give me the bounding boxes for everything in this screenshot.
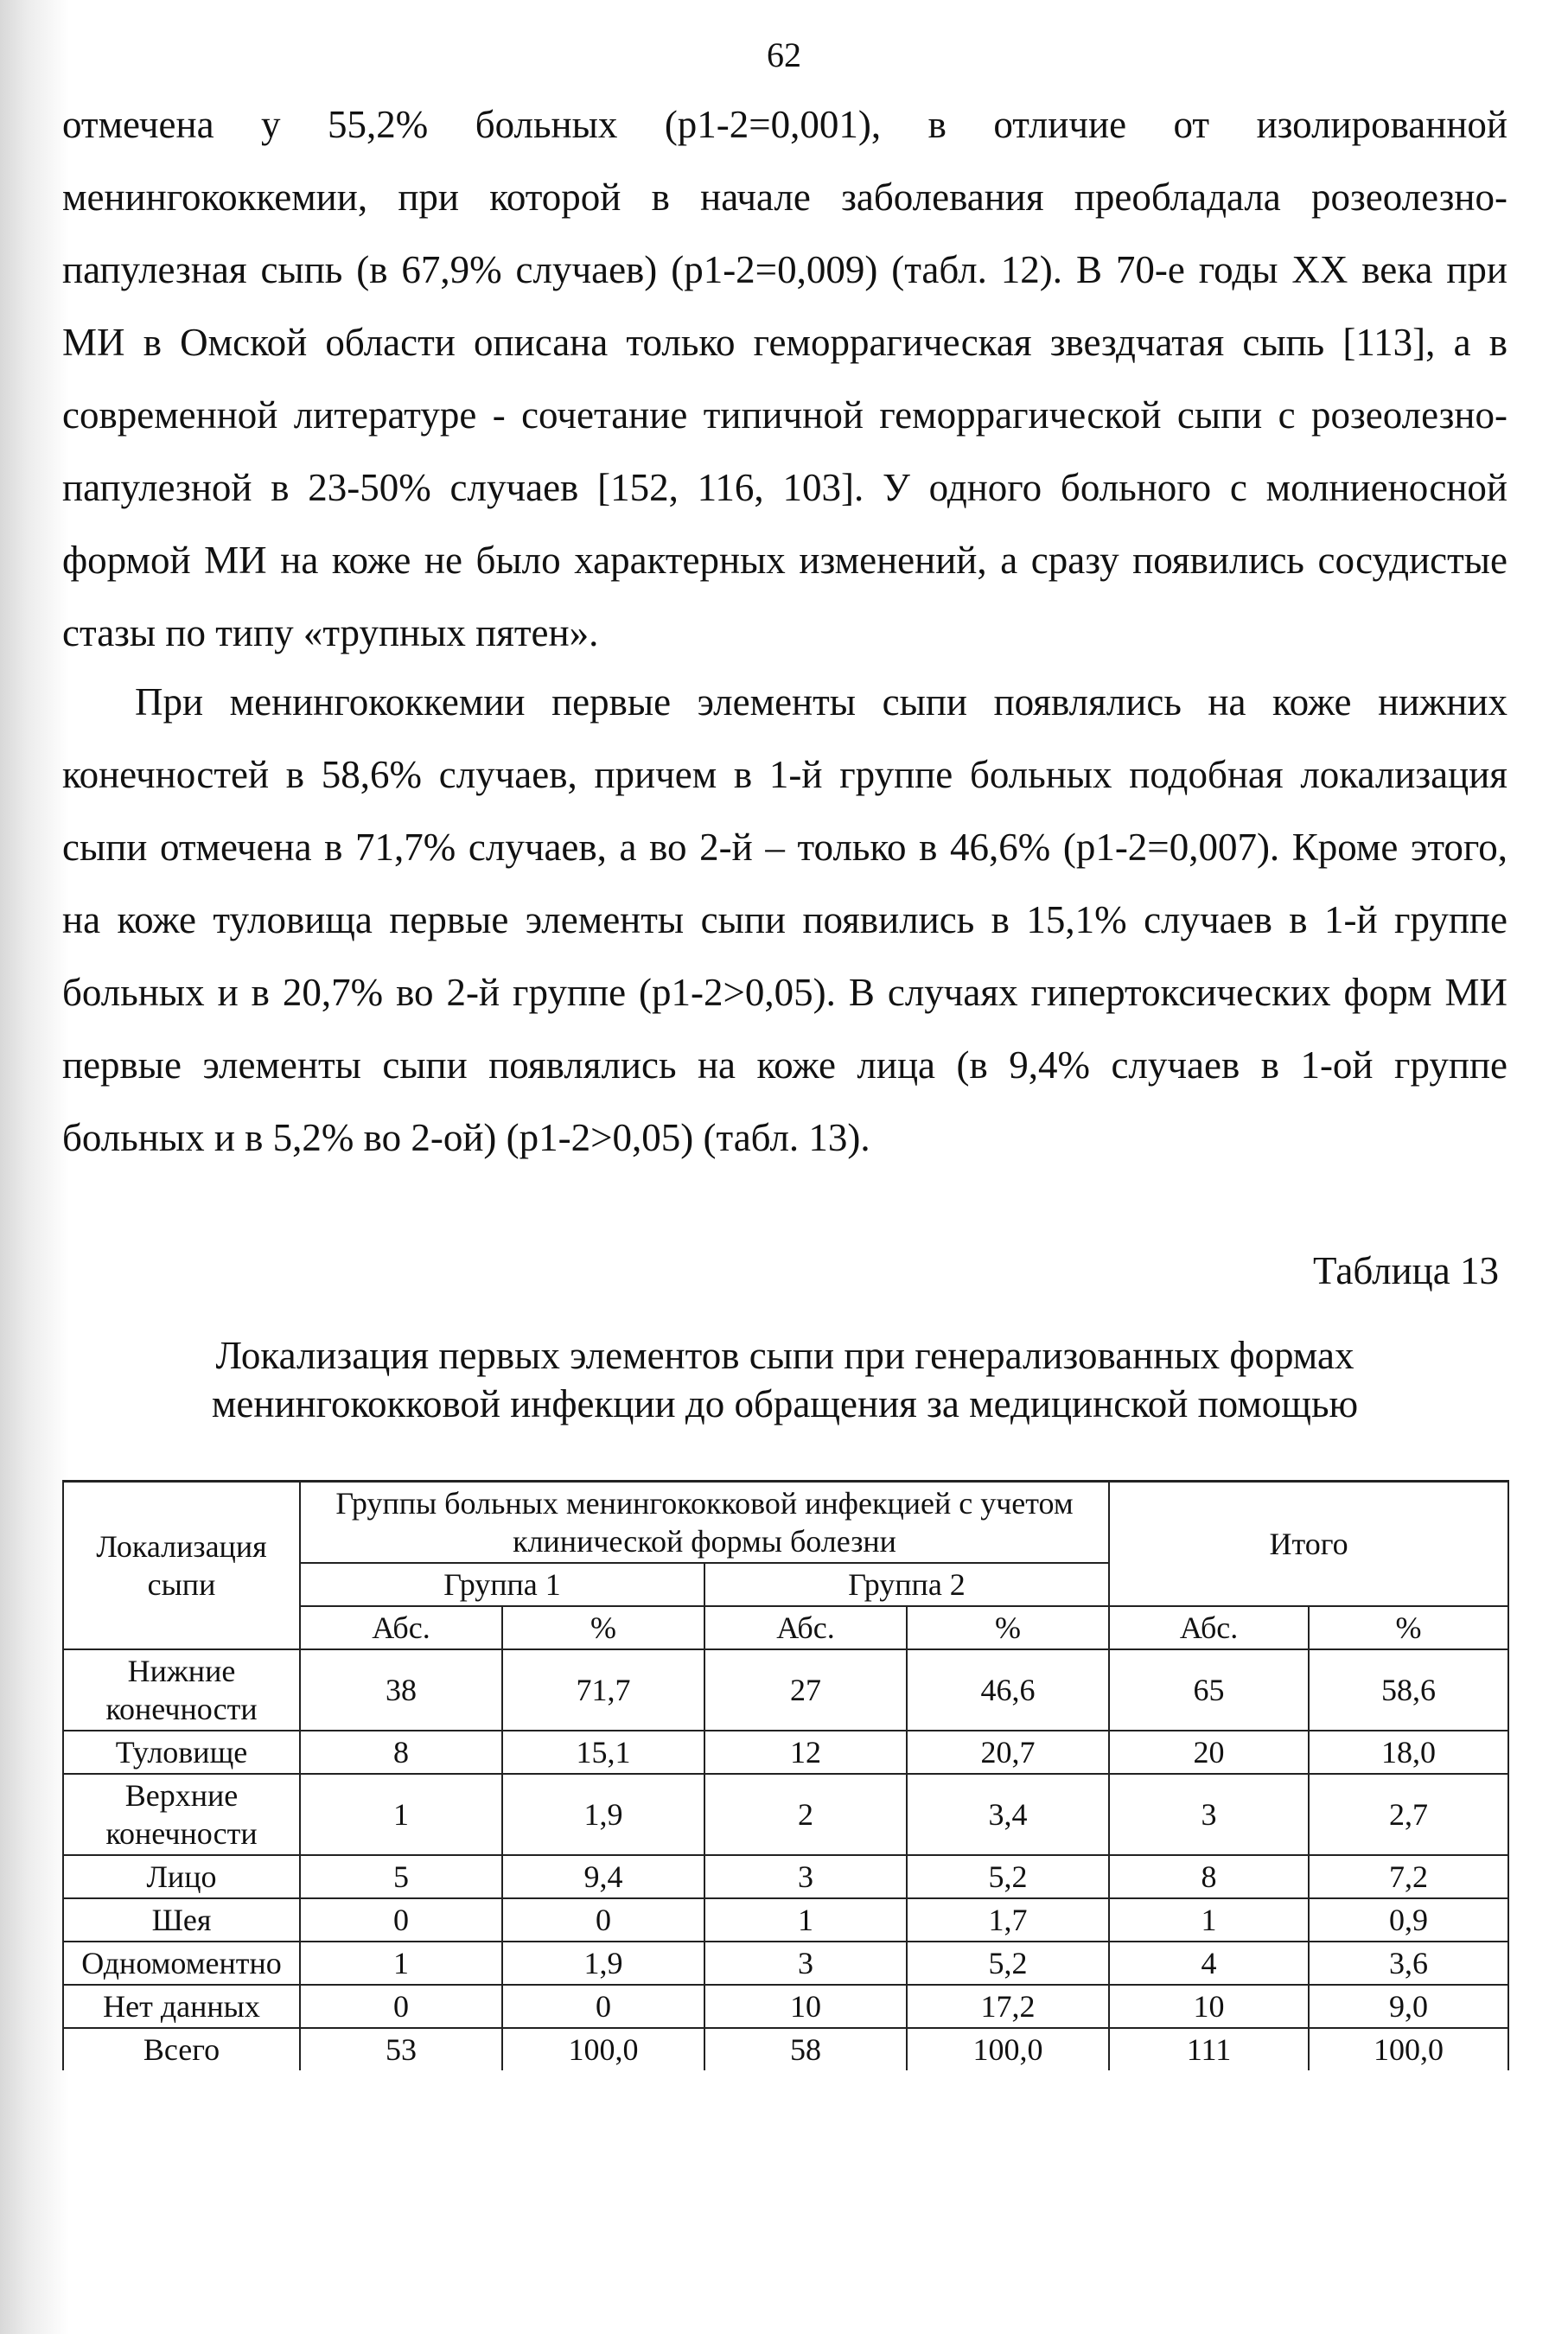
row-label: Всего (63, 2028, 300, 2070)
cell-total-pct: 2,7 (1309, 1774, 1508, 1855)
cell-g1-abs: 0 (300, 1898, 502, 1942)
header-g2-abs: Абс. (704, 1606, 907, 1649)
row-label: Нет данных (63, 1985, 300, 2028)
row-label: Нижние конечности (63, 1649, 300, 1731)
rash-localization-table (62, 1480, 1509, 2070)
table-caption (62, 1331, 1507, 1428)
cell-g2-abs: 3 (704, 1855, 907, 1898)
row-label: Туловище (63, 1731, 300, 1774)
cell-g2-pct: 1,7 (907, 1898, 1109, 1942)
table-row (63, 1731, 1508, 1774)
cell-total-pct: 3,6 (1309, 1942, 1508, 1985)
header-groups-title: Группы больных менингококковой инфекцией с учетом клинической формы болезни (300, 1482, 1109, 1564)
cell-g1-abs: 0 (300, 1985, 502, 2028)
cell-g1-abs: 38 (300, 1649, 502, 1731)
cell-total-pct: 58,6 (1309, 1649, 1508, 1731)
table-caption-line-1: Локализация первых элементов сыпи при генерализованных формах (215, 1334, 1354, 1377)
cell-g1-pct: 15,1 (502, 1731, 704, 1774)
table-row (63, 1649, 1508, 1731)
page-number: 62 (767, 35, 801, 74)
header-group-1: Группа 1 (300, 1563, 704, 1606)
header-group-2: Группа 2 (704, 1563, 1109, 1606)
table-label: Таблица 13 (1313, 1249, 1499, 1292)
cell-g2-abs: 58 (704, 2028, 907, 2070)
header-localization: Локализация сыпи (63, 1482, 300, 1650)
cell-g1-pct: 71,7 (502, 1649, 704, 1731)
cell-total-pct: 7,2 (1309, 1855, 1508, 1898)
cell-g2-pct: 20,7 (907, 1731, 1109, 1774)
table-row (63, 1774, 1508, 1855)
paragraph-2-block (62, 666, 1507, 1174)
cell-g2-pct: 100,0 (907, 2028, 1109, 2070)
cell-g1-abs: 8 (300, 1731, 502, 1774)
cell-total-abs: 1 (1109, 1898, 1309, 1942)
cell-total-abs: 20 (1109, 1731, 1309, 1774)
row-label: Верхние конечности (63, 1774, 300, 1855)
cell-g1-pct: 100,0 (502, 2028, 704, 2070)
header-total-abs: Абс. (1109, 1606, 1309, 1649)
cell-g1-abs: 1 (300, 1774, 502, 1855)
row-label: Одномоментно (63, 1942, 300, 1985)
cell-g1-pct: 9,4 (502, 1855, 704, 1898)
table-caption-line-2: менингококковой инфекции до обращения за медицинской помощью (211, 1382, 1359, 1425)
cell-g2-abs: 10 (704, 1985, 907, 2028)
cell-total-pct: 9,0 (1309, 1985, 1508, 2028)
row-label: Лицо (63, 1855, 300, 1898)
row-label: Шея (63, 1898, 300, 1942)
cell-g2-pct: 17,2 (907, 1985, 1109, 2028)
cell-g2-pct: 5,2 (907, 1942, 1109, 1985)
cell-g1-abs: 5 (300, 1855, 502, 1898)
cell-g2-pct: 5,2 (907, 1855, 1109, 1898)
cell-total-abs: 111 (1109, 2028, 1309, 2070)
cell-g2-abs: 27 (704, 1649, 907, 1731)
table-row (63, 1855, 1508, 1898)
paragraph-1-block (62, 88, 1507, 669)
cell-g1-pct: 0 (502, 1898, 704, 1942)
table-row-total (63, 2028, 1508, 2070)
cell-total-abs: 4 (1109, 1942, 1309, 1985)
header-g1-pct: % (502, 1606, 704, 1649)
cell-g2-pct: 46,6 (907, 1649, 1109, 1731)
header-g1-abs: Абс. (300, 1606, 502, 1649)
paragraph-2: При менингококкемии первые элементы сыпи появлялись на коже нижних конечностей в 58,6% случаев, причем в 1-й группе больных подобная локализация сыпи отмечена в 71,7% случаев, а во 2-й – только в 46,6% (p1-2=0,007). Кроме этого, на коже туловища первые элементы сыпи появились в 15,1% случаев в 1-й группе больных и в 20,7% во 2-й группе (p1-2>0,05). В случаях гипертоксических форм МИ первые элементы сыпи появлялись на коже лица (в 9,4% случаев в 1-ой группе больных и в 5,2% во 2-ой) (p1-2>0,05) (табл. 13). (62, 680, 1507, 1159)
cell-g1-pct: 1,9 (502, 1774, 704, 1855)
paragraph-1: отмечена у 55,2% больных (p1-2=0,001), в отличие от изолированной менингококкемии, при которой в начале заболевания преобладала розеолезно-папулезная сыпь (в 67,9% случаев) (p1-2=0,009) (табл. 12). В 70-е годы XX века при МИ в Омской области описана только геморрагическая звездчатая сыпь [113], а в современной литературе - сочетание типичной геморрагической сыпи с розеолезно-папулезной в 23-50% случаев [152, 116, 103]. У одного больного с молниеносной формой МИ на коже не было характерных изменений, а сразу появились сосудистые стазы по типу «трупных пятен». (62, 103, 1507, 654)
table-row (63, 1898, 1508, 1942)
scan-edge-shadow (0, 0, 69, 2334)
table-row (63, 1942, 1508, 1985)
cell-g1-pct: 1,9 (502, 1942, 704, 1985)
cell-g2-abs: 2 (704, 1774, 907, 1855)
cell-g2-pct: 3,4 (907, 1774, 1109, 1855)
cell-total-abs: 10 (1109, 1985, 1309, 2028)
cell-g2-abs: 3 (704, 1942, 907, 1985)
cell-total-pct: 18,0 (1309, 1731, 1508, 1774)
header-total: Итого (1109, 1482, 1508, 1607)
cell-total-pct: 100,0 (1309, 2028, 1508, 2070)
table-row (63, 1985, 1508, 2028)
cell-g2-abs: 12 (704, 1731, 907, 1774)
cell-g2-abs: 1 (704, 1898, 907, 1942)
cell-g1-abs: 1 (300, 1942, 502, 1985)
header-total-pct: % (1309, 1606, 1508, 1649)
cell-total-abs: 3 (1109, 1774, 1309, 1855)
cell-total-pct: 0,9 (1309, 1898, 1508, 1942)
header-g2-pct: % (907, 1606, 1109, 1649)
cell-total-abs: 65 (1109, 1649, 1309, 1731)
cell-g1-abs: 53 (300, 2028, 502, 2070)
cell-g1-pct: 0 (502, 1985, 704, 2028)
cell-total-abs: 8 (1109, 1855, 1309, 1898)
